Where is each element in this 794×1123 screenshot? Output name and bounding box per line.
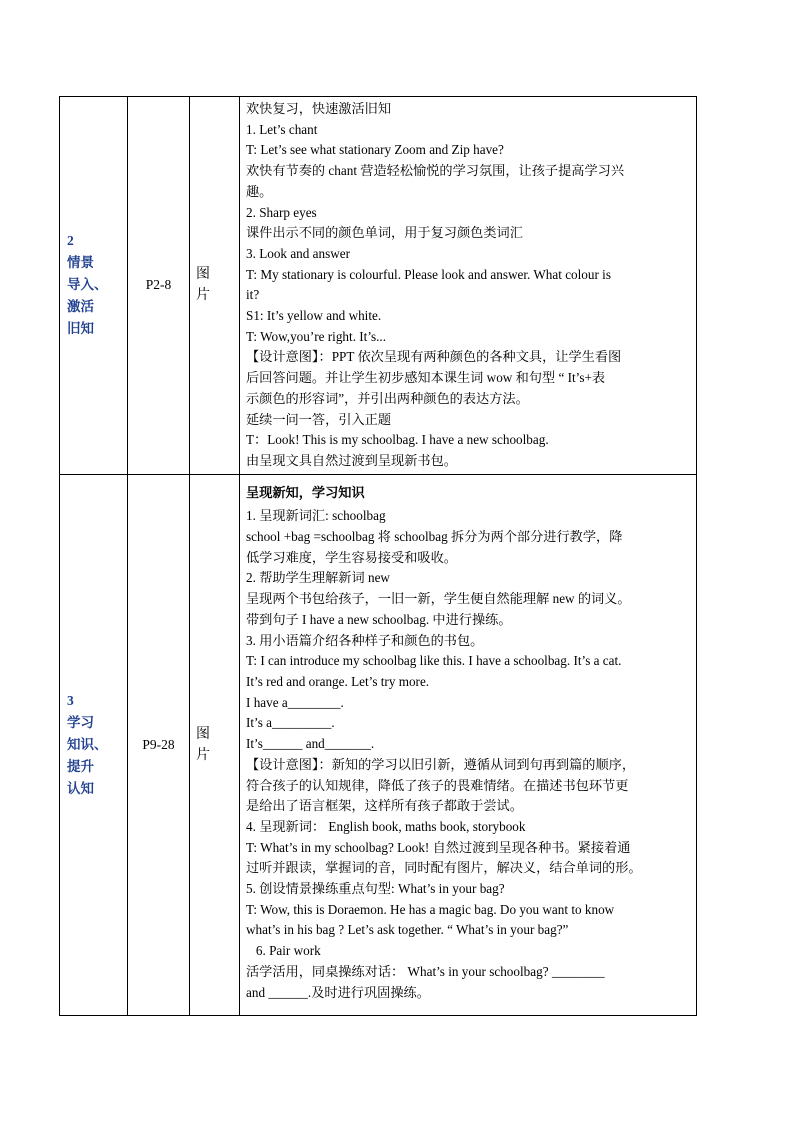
content-line: 带到句子 I have a new schoolbag. 中进行操练。 [246, 611, 512, 627]
stage-label-line: 导入、 [67, 277, 108, 293]
content-line: 欢快有节奏的 chant 营造轻松愉悦的学习氛围，让孩子提高学习兴 [246, 163, 625, 179]
content-line: 低学习难度，学生容易接受和吸收。 [246, 549, 457, 565]
content-line: T: Let’s see what stationary Zoom and Zip have? [246, 142, 504, 158]
content-line: T: Wow,you’re right. It’s... [246, 328, 387, 344]
content-line: 1. 呈现新词汇: schoolbag [246, 508, 386, 524]
content-line: 课件出示不同的颜色单词，用于复习颜色类词汇 [246, 225, 523, 241]
content-line: what’s in his bag ? Let’s ask together. “ What’s in your bag?” [246, 922, 569, 938]
content-line: and ______.及时进行巩固操练。 [246, 984, 430, 1000]
content-line: 5. 创设情景操练重点句型: What’s in your bag? [246, 881, 505, 897]
stage-cell [60, 474, 128, 1015]
stage-number: 3 [67, 692, 74, 708]
content-line: T: I can introduce my schoolbag like this. I have a schoolbag. It’s a cat. [246, 653, 622, 669]
content-line: T: Wow, this is Doraemon. He has a magic bag. Do you want to know [246, 901, 615, 917]
table-row [60, 474, 697, 1015]
stage-label-line: 激活 [67, 299, 94, 315]
content-line: It’s a_________. [246, 715, 335, 731]
content-line: I have a________. [246, 694, 344, 710]
lesson-plan-table [59, 96, 697, 1016]
media-label-line: 图 [196, 726, 210, 742]
content-line: 延续一问一答，引入正题 [246, 411, 392, 427]
content-cell [240, 97, 697, 475]
pages-cell: P2-8 [128, 97, 190, 475]
content-line: 趣。 [246, 183, 273, 199]
content-line: S1: It’s yellow and white. [246, 308, 382, 324]
content-line: T：Look! This is my schoolbag. I have a new schoolbag. [246, 432, 549, 448]
stage-cell [60, 97, 128, 475]
content-line: 3. 用小语篇介绍各种样子和颜色的书包。 [246, 632, 484, 648]
content-line: 呈现两个书包给孩子，一旧一新，学生便自然能理解 new 的词义。 [246, 591, 631, 607]
media-label-line: 片 [196, 747, 210, 763]
content-line: 4. 呈现新词： English book, maths book, storybook [246, 818, 526, 834]
content-line: It’s______ and_______. [246, 736, 375, 752]
content-line: 6. Pair work [246, 943, 321, 959]
content-line: 过听并跟读，掌握词的音，同时配有图片，解决义，结合单词的形。 [246, 860, 642, 876]
media-cell [190, 474, 240, 1015]
stage-number: 2 [67, 233, 74, 249]
stage-label-line: 提升 [67, 758, 94, 774]
stage-label-line: 旧知 [67, 321, 94, 337]
content-line: 符合孩子的认知规律，降低了孩子的畏难情绪。在描述书包环节更 [246, 777, 629, 793]
media-cell [190, 97, 240, 475]
stage-label-line: 知识、 [67, 736, 108, 752]
stage-label-line: 情景 [67, 255, 94, 271]
stage-label-line: 学习 [67, 714, 94, 730]
pages-cell: P9-28 [128, 474, 190, 1015]
table-row [60, 97, 697, 475]
content-line: 由呈现文具自然过渡到呈现新书包。 [246, 452, 457, 468]
content-line: it? [246, 287, 260, 303]
media-label-line: 片 [196, 288, 210, 304]
content-line: 2. 帮助学生理解新词 new [246, 570, 390, 586]
content-line: school +bag =schoolbag 将 schoolbag 拆分为两个部分进行教学，降 [246, 529, 623, 545]
content-line: 欢快复习，快速激活旧知 [246, 101, 392, 116]
content-line: 【设计意图】：PPT 依次呈现有两种颜色的各种文具，让学生看图 [246, 349, 622, 365]
content-line: 活学活用，同桌操练对话： What’s in your schoolbag? ________ [246, 963, 605, 979]
content-line: It’s red and orange. Let’s try more. [246, 673, 430, 689]
content-line: T: What’s in my schoolbag? Look! 自然过渡到呈现各种书。紧接着通 [246, 839, 631, 855]
content-line: 2. Sharp eyes [246, 204, 317, 220]
content-line: 3. Look and answer [246, 245, 351, 261]
content-cell [240, 474, 697, 1015]
content-line: 示颜色的形容词”，并引出两种颜色的表达方法。 [246, 390, 529, 406]
content-line: 【设计意图】：新知的学习以旧引新，遵循从词到句再到篇的顺序， [246, 756, 636, 772]
stage-label-line: 认知 [67, 780, 94, 796]
media-label-line: 图 [196, 267, 210, 283]
content-line: 是给出了语言框架，这样所有孩子都敢于尝试。 [246, 798, 523, 814]
content-line: 1. Let’s chant [246, 121, 318, 137]
content-line: 后回答问题。并让学生初步感知本课生词 wow 和句型 “ It’s+表 [246, 370, 606, 386]
section-heading: 呈现新知，学习知识 [246, 484, 365, 500]
content-line: T: My stationary is colourful. Please look and answer. What colour is [246, 266, 611, 282]
